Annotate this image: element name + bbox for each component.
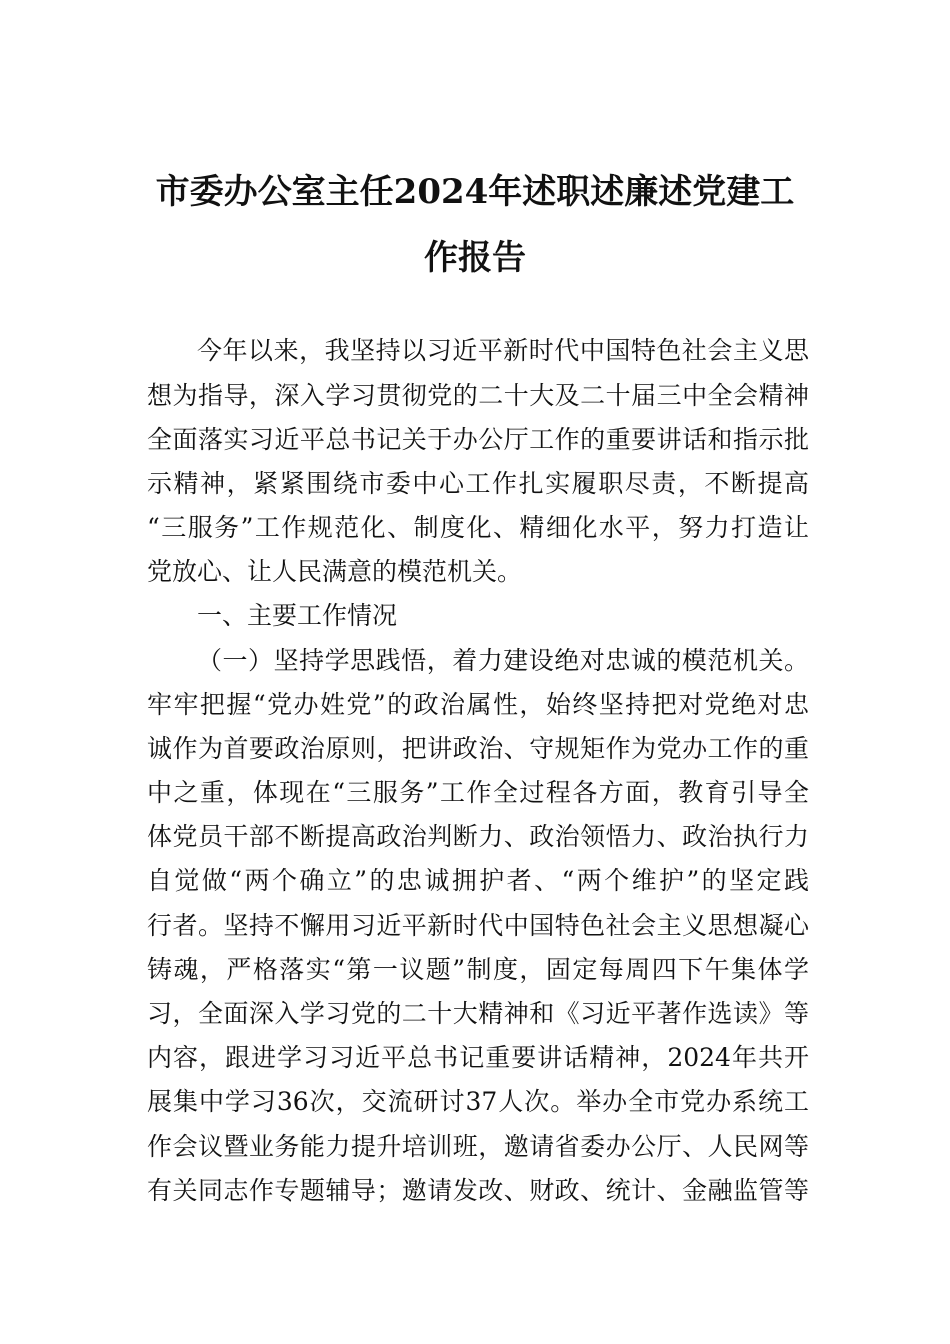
paragraph-line: 有关同志作专题辅导；邀请发改、财政、统计、金融监管等	[147, 1176, 809, 1205]
document-title-line-2: 作报告	[424, 238, 526, 278]
paragraph-line: 行者。坚持不懈用习近平新时代中国特色社会主义思想凝心	[147, 911, 809, 940]
paragraph-line: 想为指导，深入学习贯彻党的二十大及二十届三中全会精神	[147, 381, 809, 410]
paragraph-line: 今年以来，我坚持以习近平新时代中国特色社会主义思	[197, 336, 809, 365]
paragraph-line: 示精神，紧紧围绕市委中心工作扎实履职尽责，不断提高	[147, 469, 809, 498]
paragraph-line: “三服务”工作规范化、制度化、精细化水平，努力打造让	[147, 513, 809, 542]
paragraph-line: 作会议暨业务能力提升培训班，邀请省委办公厅、人民网等	[147, 1132, 809, 1161]
paragraph-line: 中之重，体现在“三服务”工作全过程各方面，教育引导全	[147, 778, 809, 807]
paragraph-line: 自觉做“两个确立”的忠诚拥护者、“两个维护”的坚定践	[147, 866, 809, 895]
paragraph-line: 习，全面深入学习党的二十大精神和《习近平著作选读》等	[147, 999, 809, 1028]
paragraph-line: 内容，跟进学习习近平总书记重要讲话精神，2024年共开	[147, 1043, 809, 1072]
document-title-line-1: 市委办公室主任2024年述职述廉述党建工	[155, 172, 795, 212]
paragraph-line: 牢牢把握“党办姓党”的政治属性，始终坚持把对党绝对忠	[147, 690, 809, 719]
paragraph-line: 诚作为首要政治原则，把讲政治、守规矩作为党办工作的重	[147, 734, 809, 763]
paragraph-line: 党放心、让人民满意的模范机关。	[147, 557, 523, 586]
paragraph-line: 铸魂，严格落实“第一议题”制度，固定每周四下午集体学	[147, 955, 809, 984]
paragraph-line: 展集中学习36次，交流研讨37人次。举办全市党办系统工	[147, 1087, 809, 1116]
section-heading: 一、主要工作情况	[197, 601, 398, 630]
subsection-heading: （一）坚持学思践悟，着力建设绝对忠诚的模范机关。	[197, 646, 809, 675]
paragraph-line: 体党员干部不断提高政治判断力、政治领悟力、政治执行力	[147, 822, 809, 851]
paragraph-line: 全面落实习近平总书记关于办公厅工作的重要讲话和指示批	[147, 425, 809, 454]
